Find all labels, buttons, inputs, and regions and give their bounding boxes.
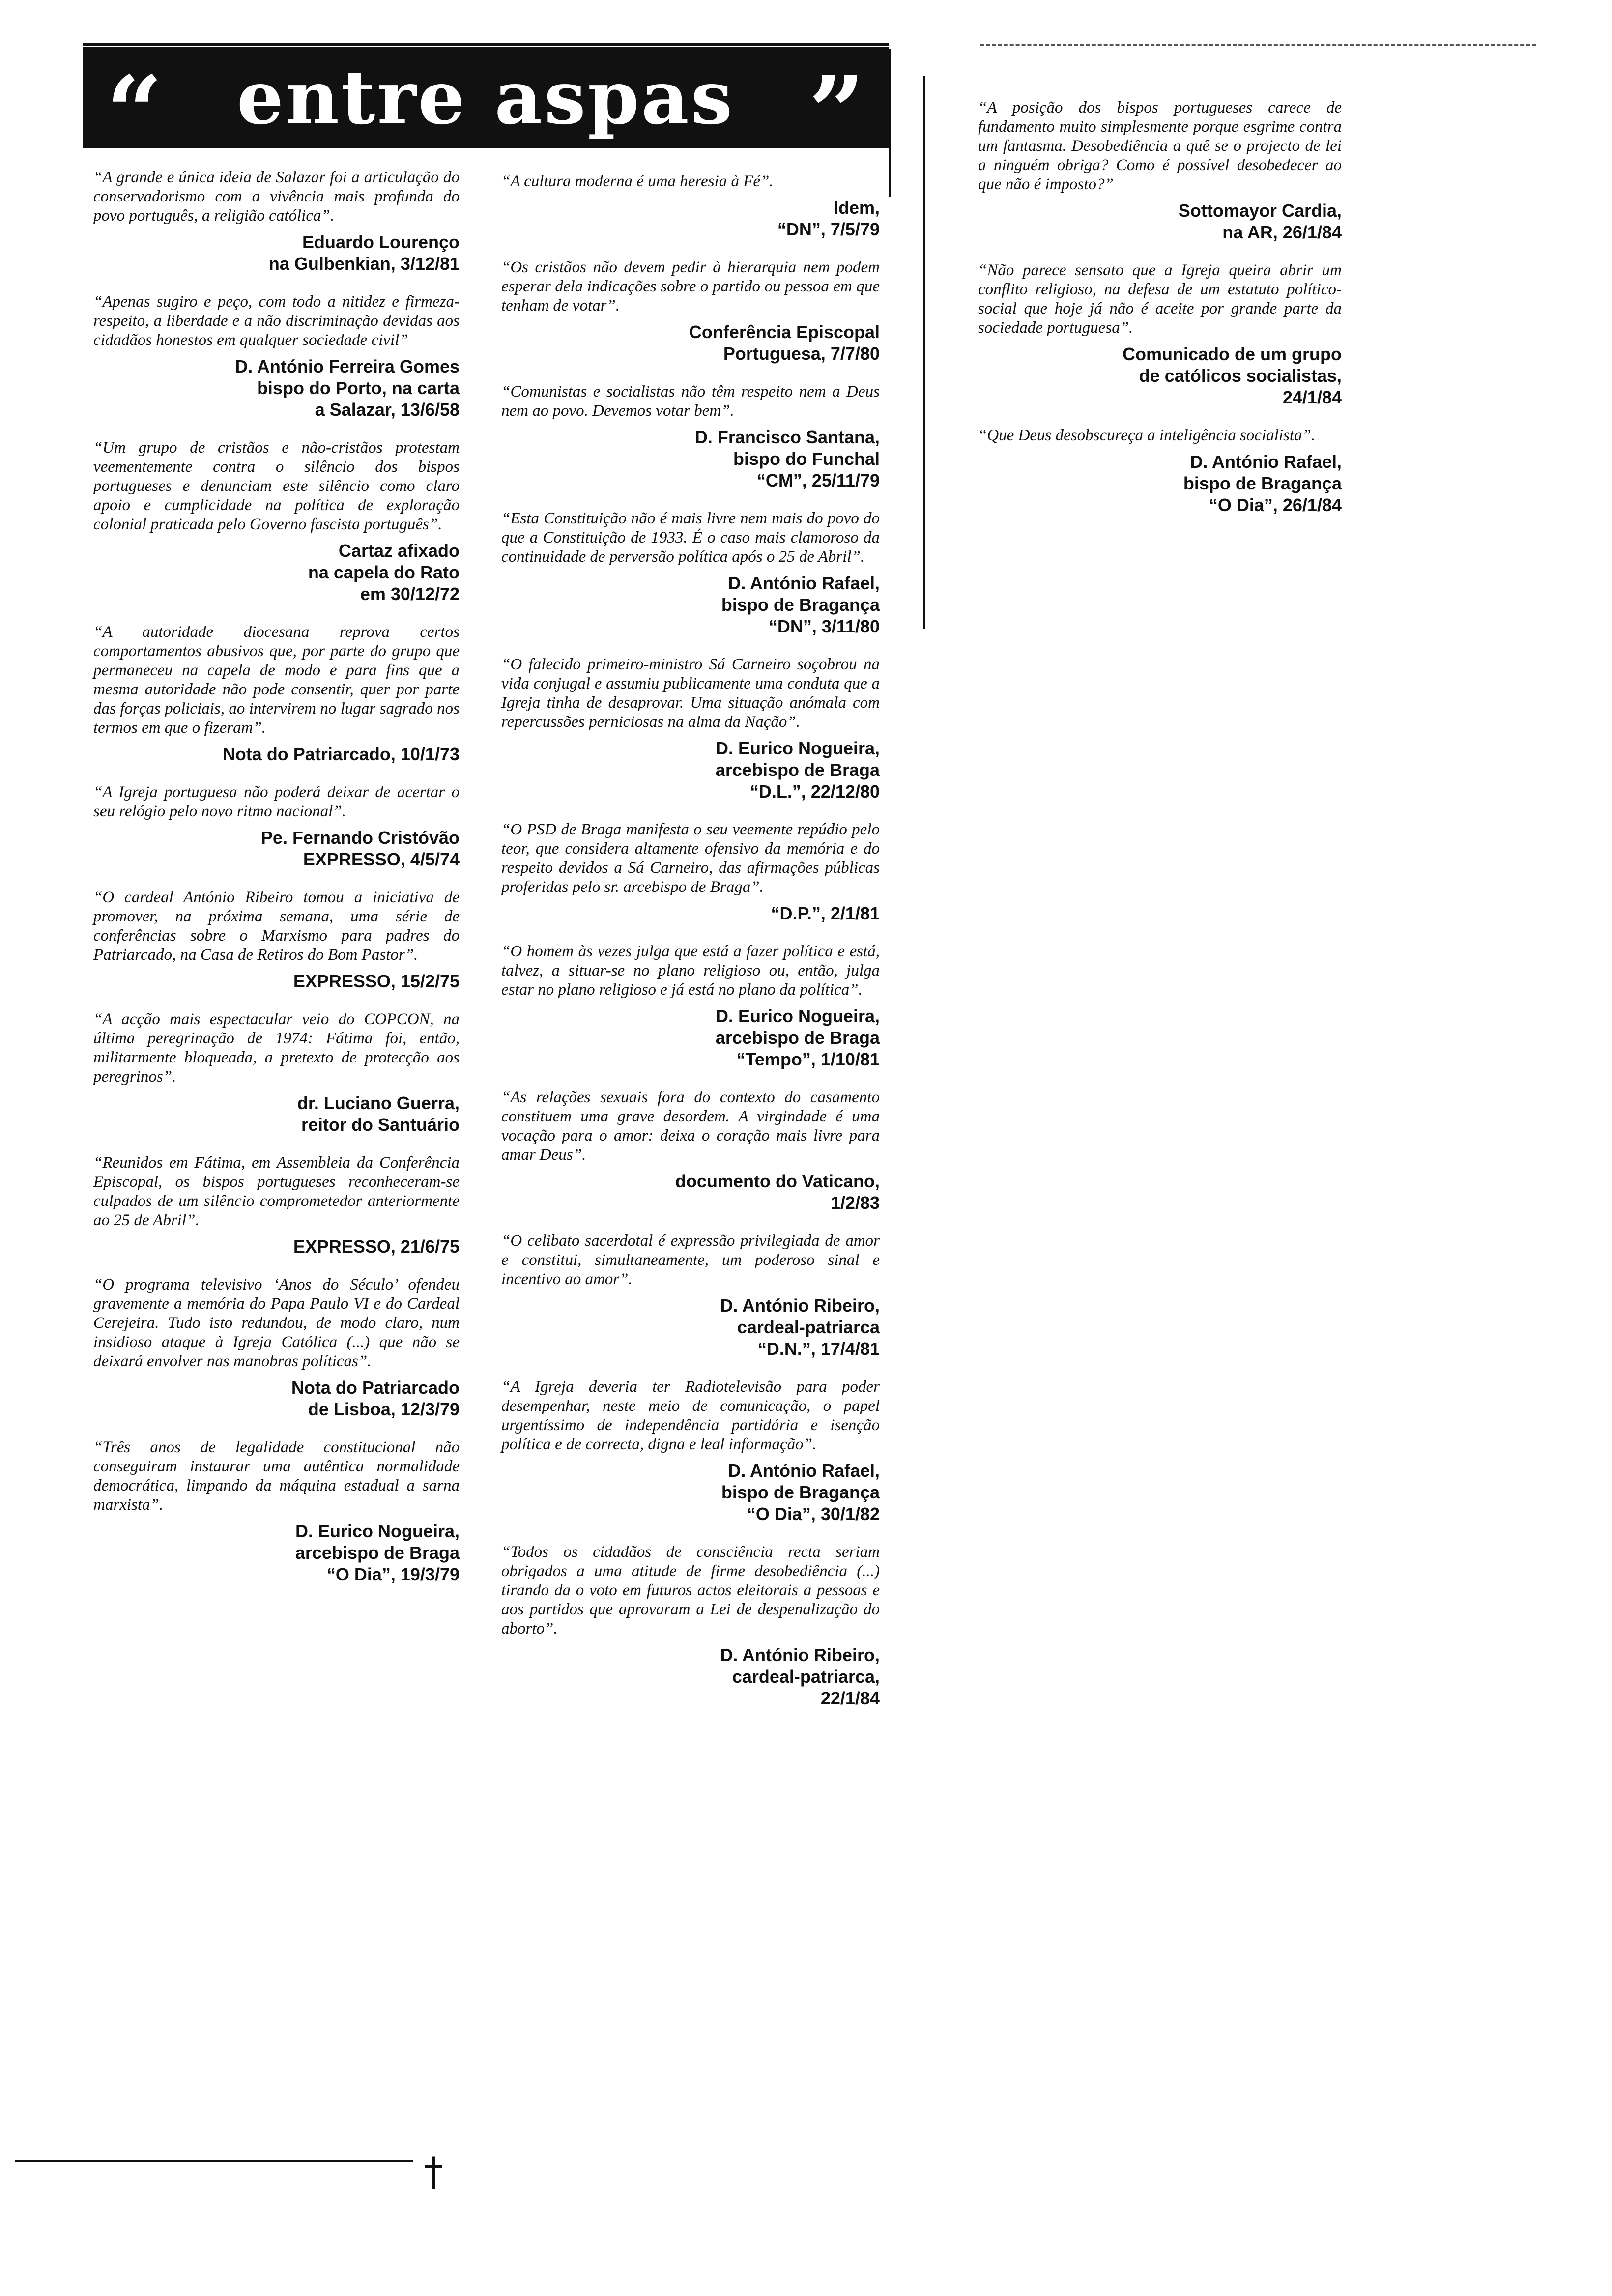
quote-entry bbox=[978, 98, 1342, 243]
quote-entry bbox=[93, 623, 460, 765]
source-line: bispo de Bragança bbox=[721, 1482, 880, 1502]
quote-entry bbox=[93, 783, 460, 870]
source-line: 24/1/84 bbox=[1282, 387, 1342, 407]
source-line: “D.P.”, 2/1/81 bbox=[771, 903, 880, 923]
quote-text: “Apenas sugiro e peço, com todo a nitidez e firmeza-respeito, a liberdade e a não discriminação devidas aos cidadãos honestos em qualquer sociedade civil” bbox=[93, 293, 460, 349]
quote-entry bbox=[93, 1275, 460, 1420]
page-title: entre aspas bbox=[236, 55, 735, 141]
quote-text: “O programa televisivo ‘Anos do Século’ ofendeu gravemente a memória do Papa Paulo VI e do Cardeal Cerejeira. Tudo isto redundou, de modo claro, num insidioso ataque à Igreja Católica (...) que não se deixará envolver nas manobras políticas”. bbox=[93, 1276, 460, 1370]
quote-text: “A Igreja portuguesa não poderá deixar de acertar o seu relógio pelo novo ritmo nacional”. bbox=[93, 783, 460, 820]
quote-entry bbox=[93, 1438, 460, 1585]
column-2 bbox=[501, 172, 880, 1709]
quote-entry bbox=[501, 1088, 880, 1214]
top-dashed-rule bbox=[980, 44, 1536, 48]
source-line: “D.N.”, 17/4/81 bbox=[757, 1339, 880, 1359]
quote-source bbox=[93, 1236, 460, 1258]
quote-text: “O PSD de Braga manifesta o seu veemente repúdio pelo teor, que considera altamente ofensivo da memória e do respeito devidos a Sá Carneiro, das afirmações públicas proferidas pelo sr. arcebispo de Braga”. bbox=[501, 821, 880, 896]
source-line: 1/2/83 bbox=[830, 1193, 880, 1213]
top-rule bbox=[83, 43, 889, 46]
source-line: “DN”, 7/5/79 bbox=[777, 219, 880, 239]
source-line: EXPRESSO, 4/5/74 bbox=[303, 849, 460, 869]
quote-entry bbox=[93, 1010, 460, 1136]
source-line: Conferência Episcopal bbox=[689, 322, 880, 342]
quote-source bbox=[501, 1171, 880, 1214]
source-line: D. António Ferreira Gomes bbox=[235, 356, 460, 376]
quote-text: “Esta Constituição não é mais livre nem mais do povo do que a Constituição de 1933. É o caso mais clamoroso da continuidade de perversão política após o 25 de Abril”. bbox=[501, 510, 880, 566]
source-line: Sottomayor Cardia, bbox=[1178, 201, 1342, 221]
source-line: arcebispo de Braga bbox=[295, 1543, 460, 1563]
quote-text: “A cultura moderna é uma heresia à Fé”. bbox=[501, 172, 774, 190]
quote-source bbox=[93, 540, 460, 605]
source-line: na capela do Rato bbox=[308, 562, 460, 582]
quote-entry bbox=[501, 509, 880, 637]
source-line: bispo do Funchal bbox=[733, 449, 880, 469]
source-line: em 30/12/72 bbox=[360, 584, 460, 604]
quote-text: “Reunidos em Fátima, em Assembleia da Conferência Episcopal, os bispos portugueses reconheceram-se culpados de um silêncio comprometedor anteriormente ao 25 de Abril”. bbox=[93, 1154, 460, 1229]
quote-entry bbox=[978, 426, 1342, 516]
quote-source bbox=[501, 1644, 880, 1709]
source-line: bispo de Bragança bbox=[1183, 473, 1342, 493]
source-line: “Tempo”, 1/10/81 bbox=[736, 1049, 880, 1069]
quote-entry bbox=[93, 292, 460, 421]
open-quote-mark: “ bbox=[106, 55, 163, 170]
quote-source bbox=[501, 427, 880, 491]
source-line: D. Eurico Nogueira, bbox=[295, 1521, 460, 1541]
source-line: EXPRESSO, 15/2/75 bbox=[293, 971, 460, 991]
quote-text: “O celibato sacerdotal é expressão privilegiada de amor e constitui, simultaneamente, um poderoso sinal e incentivo ao amor”. bbox=[501, 1232, 880, 1288]
source-line: Cartaz afixado bbox=[338, 541, 460, 561]
quote-source bbox=[501, 738, 880, 803]
quote-source bbox=[93, 827, 460, 870]
quote-source bbox=[93, 971, 460, 992]
quote-source bbox=[501, 197, 880, 240]
quote-source bbox=[93, 231, 460, 275]
quote-entry bbox=[501, 382, 880, 491]
source-line: documento do Vaticano, bbox=[675, 1171, 880, 1191]
quote-text: “O cardeal António Ribeiro tomou a iniciativa de promover, na próxima semana, uma série de conferências sobre o Marxismo para padres do Patriarcado, na Casa de Retiros do Bom Pastor”. bbox=[93, 889, 460, 964]
header-banner bbox=[83, 47, 889, 170]
quote-source bbox=[978, 451, 1342, 516]
quote-source bbox=[93, 1377, 460, 1420]
quote-source bbox=[501, 1005, 880, 1070]
quote-source bbox=[978, 200, 1342, 243]
source-line: de Lisboa, 12/3/79 bbox=[308, 1399, 460, 1419]
quote-source bbox=[93, 356, 460, 421]
quote-entry bbox=[501, 1232, 880, 1360]
source-line: “O Dia”, 26/1/84 bbox=[1209, 495, 1342, 515]
quote-text: “Não parece sensato que a Igreja queira abrir um conflito religioso, na defesa de um estatuto político-social que hoje já não é aceite por grande parte da sociedade portuguesa”. bbox=[978, 261, 1342, 337]
source-line: D. António Ribeiro, bbox=[720, 1295, 880, 1316]
quote-entry bbox=[501, 1378, 880, 1525]
quote-text: “A grande e única ideia de Salazar foi a articulação do conservadorismo com a vivência mais profunda do povo português, a religião católica”. bbox=[93, 169, 460, 225]
source-line: D. Eurico Nogueira, bbox=[715, 1006, 880, 1026]
source-line: Eduardo Lourenço bbox=[302, 232, 460, 252]
quote-source bbox=[93, 1092, 460, 1136]
quote-text: “A Igreja deveria ter Radiotelevisão para poder desempenhar, neste meio de comunicação, o papel urgentíssimo de independência partidária e isenção política e de correcta, digna e leal informação”. bbox=[501, 1378, 880, 1453]
quote-text: “A posição dos bispos portugueses carece de fundamento muito simplesmente porque esgrime contra um fantasma. Desobediência a quê se o projecto de lei a ninguém obriga? Como é possível desobedecer ao que não é imposto?” bbox=[978, 99, 1342, 193]
source-line: EXPRESSO, 21/6/75 bbox=[293, 1236, 460, 1257]
source-line: D. Eurico Nogueira, bbox=[715, 738, 880, 758]
quote-text: “Um grupo de cristãos e não-cristãos protestam veementemente contra o silêncio dos bispos portugueses e denunciam este silêncio como claro apoio e cumplicidade na política de exploração colonial praticada pelo Governo fascista português”. bbox=[93, 439, 460, 533]
quote-entry bbox=[93, 168, 460, 275]
quote-entry bbox=[978, 261, 1342, 408]
source-line: Nota do Patriarcado, 10/1/73 bbox=[222, 744, 460, 764]
quote-text: “A acção mais espectacular veio do COPCON, na última peregrinação de 1974: Fátima foi, então, militarmente bloqueada, a pretexto de protecção aos peregrinos”. bbox=[93, 1010, 460, 1086]
quote-entry bbox=[501, 655, 880, 803]
source-line: reitor do Santuário bbox=[301, 1115, 460, 1135]
quote-entry bbox=[501, 1543, 880, 1709]
quote-entry bbox=[93, 438, 460, 605]
source-line: Idem, bbox=[833, 198, 880, 218]
source-line: na Gulbenkian, 3/12/81 bbox=[268, 254, 460, 274]
source-line: “O Dia”, 19/3/79 bbox=[326, 1564, 460, 1584]
source-line: cardeal-patriarca, bbox=[732, 1666, 880, 1687]
quote-source bbox=[501, 1295, 880, 1360]
quote-text: “Que Deus desobscureça a inteligência socialista”. bbox=[978, 427, 1316, 444]
quote-entry bbox=[501, 820, 880, 924]
quote-text: “Todos os cidadãos de consciência recta seriam obrigados a uma atitude de firme desobediência (...) tirando da o voto em futuros actos eleitorais a pessoas e aos partidos que aprovaram a Lei de despenalização do aborto”. bbox=[501, 1543, 880, 1637]
source-line: D. Francisco Santana, bbox=[694, 427, 880, 447]
source-line: Pe. Fernando Cristóvão bbox=[260, 828, 460, 848]
quote-entry bbox=[93, 888, 460, 992]
source-line: 22/1/84 bbox=[820, 1688, 880, 1708]
quote-source bbox=[501, 321, 880, 365]
source-line: bispo do Porto, na carta bbox=[257, 378, 460, 398]
source-line: Comunicado de um grupo bbox=[1123, 344, 1342, 364]
source-line: de católicos socialistas, bbox=[1139, 366, 1342, 386]
source-line: na AR, 26/1/84 bbox=[1222, 222, 1342, 242]
source-line: D. António Ribeiro, bbox=[720, 1645, 880, 1665]
source-line: dr. Luciano Guerra, bbox=[297, 1093, 460, 1113]
source-line: D. António Rafael, bbox=[728, 573, 880, 593]
source-line: bispo de Bragança bbox=[721, 595, 880, 615]
source-line: arcebispo de Braga bbox=[715, 1028, 880, 1048]
source-line: “O Dia”, 30/1/82 bbox=[747, 1504, 880, 1524]
quote-entry bbox=[501, 258, 880, 365]
source-line: Nota do Patriarcado bbox=[291, 1378, 460, 1398]
source-line: “DN”, 3/11/80 bbox=[768, 616, 880, 636]
column-divider-rule bbox=[923, 76, 925, 629]
source-line: a Salazar, 13/6/58 bbox=[315, 400, 460, 420]
quote-text: “As relações sexuais fora do contexto do casamento constituem uma grave desordem. A virgindade é uma vocação para o amor: deixa o coração mais livre para amar Deus”. bbox=[501, 1089, 880, 1164]
quote-entry bbox=[501, 942, 880, 1070]
quote-text: “O falecido primeiro-ministro Sá Carneiro soçobrou na vida conjugal e assumiu publicamente uma conduta que a Igreja tinha de desaprovar. Uma situação anómala com repercussões perniciosas na alma da Nação”. bbox=[501, 656, 880, 731]
quote-entry bbox=[93, 1153, 460, 1258]
quote-source bbox=[978, 344, 1342, 408]
column-1 bbox=[93, 168, 460, 1585]
quote-source bbox=[501, 573, 880, 637]
quote-text: “A autoridade diocesana reprova certos comportamentos abusivos que, por parte do grupo que permaneceu na capela de modo e para fins que a mesma autoridade não pode consentir, quer por parte das forças policiais, ao intervirem no lugar sagrado nos termos em que o fizeram”. bbox=[93, 623, 460, 737]
quote-text: “Três anos de legalidade constitucional não conseguiram instaurar uma autêntica normalidade democrática, limpando da máquina estadual a sarna marxista”. bbox=[93, 1438, 460, 1514]
source-line: “D.L.”, 22/12/80 bbox=[749, 781, 880, 802]
quote-text: “Os cristãos não devem pedir à hierarquia nem podem esperar dela indicações sobre o partido ou pessoa em que tenham de votar”. bbox=[501, 258, 880, 315]
source-line: D. António Rafael, bbox=[728, 1461, 880, 1481]
quote-text: “O homem às vezes julga que está a fazer política e está, talvez, a situar-se no plano religioso ou, então, julga estar no plano religioso e já está no plano da política”. bbox=[501, 943, 880, 999]
quote-source bbox=[93, 744, 460, 765]
source-line: “CM”, 25/11/79 bbox=[756, 470, 880, 490]
source-line: arcebispo de Braga bbox=[715, 760, 880, 780]
banner-side-rule bbox=[889, 49, 891, 197]
source-line: Portuguesa, 7/7/80 bbox=[723, 344, 880, 364]
quote-source bbox=[501, 903, 880, 924]
quote-source bbox=[93, 1521, 460, 1585]
source-line: D. António Rafael, bbox=[1190, 452, 1342, 472]
quote-text: “Comunistas e socialistas não têm respeito nem a Deus nem ao povo. Devemos votar bem”. bbox=[501, 383, 880, 420]
source-line: cardeal-patriarca bbox=[737, 1317, 880, 1337]
close-quote-mark: ” bbox=[808, 55, 865, 170]
column-3 bbox=[978, 98, 1342, 516]
quote-source bbox=[501, 1460, 880, 1525]
quote-entry bbox=[501, 172, 880, 240]
cross-mark-icon: † bbox=[424, 2149, 443, 2195]
bottom-rule bbox=[15, 2160, 413, 2162]
